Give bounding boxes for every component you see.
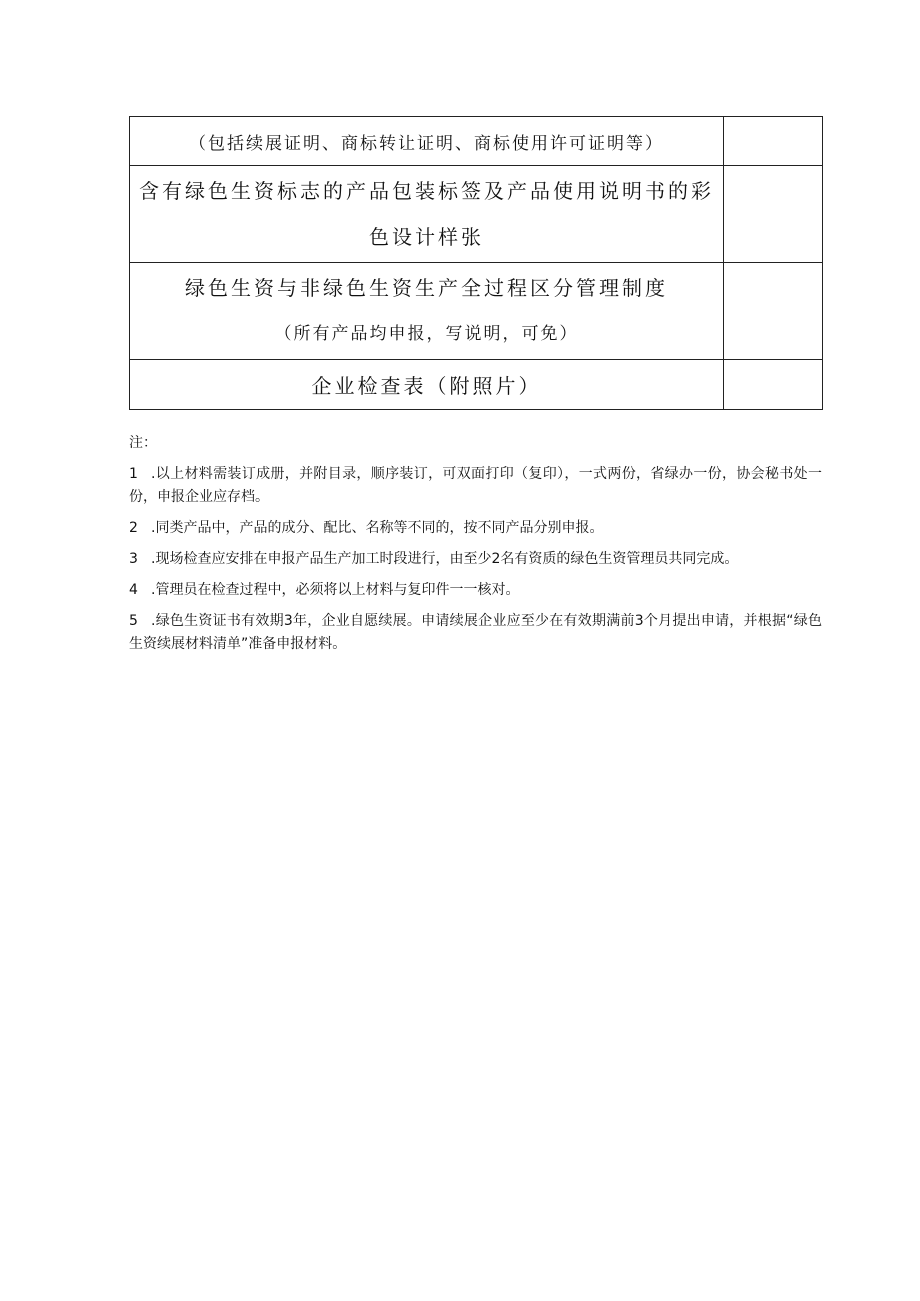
- material-description-cell: [130, 360, 724, 410]
- notes-section: [129, 432, 822, 664]
- material-description-cell: [130, 117, 724, 166]
- table-row: [130, 263, 823, 360]
- check-cell: [724, 117, 823, 166]
- note-number: 5: [129, 613, 138, 629]
- material-description-line: 绿色生资与非绿色生资生产全过程区分管理制度: [185, 276, 668, 300]
- note-item: [129, 610, 822, 656]
- note-item: [129, 579, 822, 602]
- material-description-cell: [130, 263, 724, 360]
- table-row: [130, 117, 823, 166]
- note-item: [129, 517, 822, 540]
- material-description-line: （包括续展证明、商标转让证明、商标使用许可证明等）: [189, 133, 664, 154]
- note-item: [129, 463, 822, 509]
- notes-title: 注：: [129, 435, 157, 451]
- materials-table: [129, 116, 823, 410]
- note-text: .同类产品中，产品的成分、配比、名称等不同的，按不同产品分别申报。: [151, 520, 604, 536]
- note-number: 3: [129, 551, 138, 567]
- note-number: 2: [129, 520, 138, 536]
- material-description-line: 含有绿色生资标志的产品包装标签及产品使用说明书的彩: [139, 179, 714, 203]
- table-row: [130, 360, 823, 410]
- table-row: [130, 166, 823, 263]
- note-item: [129, 548, 822, 571]
- check-cell: [724, 263, 823, 360]
- material-description-cell: [130, 166, 724, 263]
- check-cell: [724, 166, 823, 263]
- note-number: 1: [129, 466, 138, 482]
- check-cell: [724, 360, 823, 410]
- material-description-line: 企业检查表（附照片）: [311, 374, 542, 398]
- note-text: .现场检查应安排在申报产品生产加工时段进行，由至少2名有资质的绿色生资管理员共同完成。: [151, 551, 739, 567]
- note-text: .管理员在检查过程中，必须将以上材料与复印件一一核对。: [151, 582, 520, 598]
- material-description-line: （所有产品均申报，写说明，可免）: [274, 324, 579, 344]
- note-text: .以上材料需装订成册，并附目录，顺序装订，可双面打印（复印），一式两份，省绿办一份，协会秘书处一份，申报企业应存档。: [129, 466, 822, 505]
- note-text: .绿色生资证书有效期3年，企业自愿续展。申请续展企业应至少在有效期满前3个月提出申请，并根据“绿色生资续展材料清单”准备申报材料。: [129, 613, 822, 652]
- note-number: 4: [129, 582, 138, 598]
- material-description-line: 色设计样张: [369, 225, 484, 249]
